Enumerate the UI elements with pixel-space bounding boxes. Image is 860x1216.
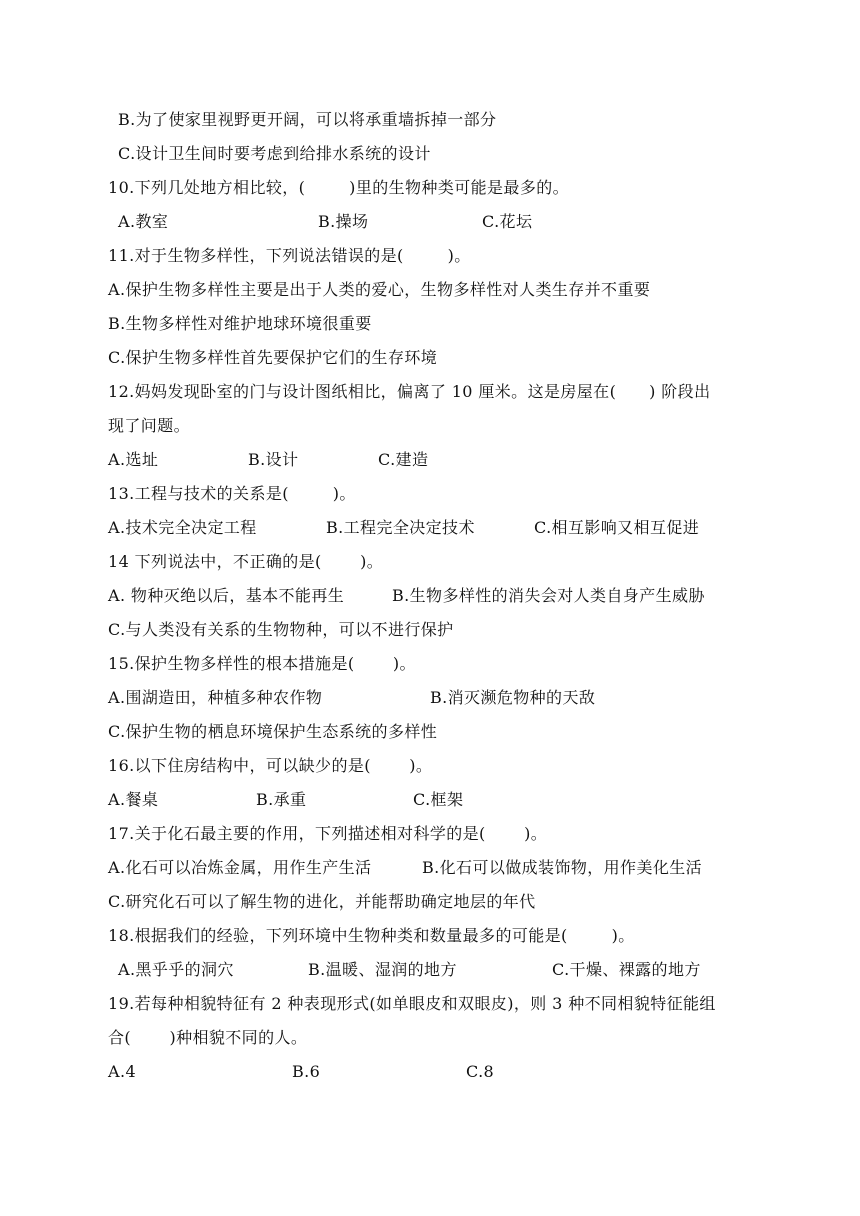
q18-option-b: B.温暖、湿润的地方 [308, 960, 457, 979]
q18-stem: 18.根据我们的经验，下列环境中生物种类和数量最多的可能是( )。 [108, 926, 635, 945]
q10-option-c: C.花坛 [482, 212, 533, 231]
q13-option-b: B.工程完全决定技术 [326, 518, 475, 537]
q15-stem: 15.保护生物多样性的根本措施是( )。 [108, 654, 416, 673]
q16-option-a: A.餐桌 [108, 790, 159, 809]
q14-stem: 14 下列说法中，不正确的是( )。 [108, 552, 384, 571]
q19-option-a: A.4 [108, 1062, 137, 1081]
q12-option-a: A.选址 [108, 450, 159, 469]
q15-options-ab [108, 685, 748, 711]
q16-option-c: C.框架 [413, 790, 464, 809]
q14-option-c: C.与人类没有关系的生物物种，可以不进行保护 [108, 620, 454, 639]
q19-option-b: B.6 [292, 1062, 321, 1081]
q10-options [118, 209, 718, 235]
q13-option-c: C.相互影响又相互促进 [534, 518, 700, 537]
q12-option-b: B.设计 [248, 450, 299, 469]
q13-stem: 13.工程与技术的关系是( )。 [108, 484, 356, 503]
q14-option-a: A. 物种灭绝以后，基本不能再生 [108, 586, 345, 605]
q10-stem: 10.下列几处地方相比较，( )里的生物种类可能是最多的。 [108, 178, 570, 197]
q19-option-c: C.8 [466, 1062, 495, 1081]
q11-option-c: C.保护生物多样性首先要保护它们的生存环境 [108, 348, 438, 367]
q14-option-b: B.生物多样性的消失会对人类自身产生威胁 [392, 586, 705, 605]
q12-option-c: C.建造 [378, 450, 429, 469]
q17-option-b: B.化石可以做成装饰物，用作美化生活 [422, 858, 703, 877]
q15-option-c: C.保护生物的栖息环境保护生态系统的多样性 [108, 722, 438, 741]
q9-option-c: C.设计卫生间时要考虑到给排水系统的设计 [118, 144, 431, 163]
q18-option-c: C.干燥、裸露的地方 [552, 960, 701, 979]
q10-option-b: B.操场 [318, 212, 369, 231]
q12-options [108, 447, 708, 473]
q9-option-b: B.为了使家里视野更开阔，可以将承重墙拆掉一部分 [118, 110, 497, 129]
q19-stem-line1: 19.若每种相貌特征有 2 种表现形式(如单眼皮和双眼皮)，则 3 种不同相貌特征能组 [108, 994, 716, 1013]
q11-stem: 11.对于生物多样性，下列说法错误的是( )。 [108, 246, 471, 265]
q11-option-a: A.保护生物多样性主要是出于人类的爱心，生物多样性对人类生存并不重要 [108, 280, 651, 299]
q14-options-ab [108, 583, 748, 609]
q13-option-a: A.技术完全决定工程 [108, 518, 257, 537]
q18-options [118, 957, 748, 983]
q15-option-b: B.消灭濒危物种的天敌 [430, 688, 596, 707]
q19-stem-line2: 合( )种相貌不同的人。 [108, 1028, 308, 1047]
q17-option-c: C.研究化石可以了解生物的进化，并能帮助确定地层的年代 [108, 892, 536, 911]
q16-options [108, 787, 708, 813]
q17-stem: 17.关于化石最主要的作用，下列描述相对科学的是( )。 [108, 824, 548, 843]
q12-stem-line1: 12.妈妈发现卧室的门与设计图纸相比，偏离了 10 厘米。这是房屋在( ) 阶段出 [108, 382, 711, 401]
q15-option-a: A.围湖造田，种植多种农作物 [108, 688, 323, 707]
q17-option-a: A.化石可以冶炼金属，用作生产生活 [108, 858, 372, 877]
q13-options [108, 515, 748, 541]
q16-stem: 16.以下住房结构中，可以缺少的是( )。 [108, 756, 433, 775]
q18-option-a: A.黑乎乎的洞穴 [118, 960, 234, 979]
q16-option-b: B.承重 [256, 790, 307, 809]
q10-option-a: A.教室 [118, 212, 169, 231]
q12-stem-line2: 现了问题。 [108, 416, 191, 435]
q17-options-ab [108, 855, 748, 881]
q19-options [108, 1059, 708, 1085]
q11-option-b: B.生物多样性对维护地球环境很重要 [108, 314, 372, 333]
